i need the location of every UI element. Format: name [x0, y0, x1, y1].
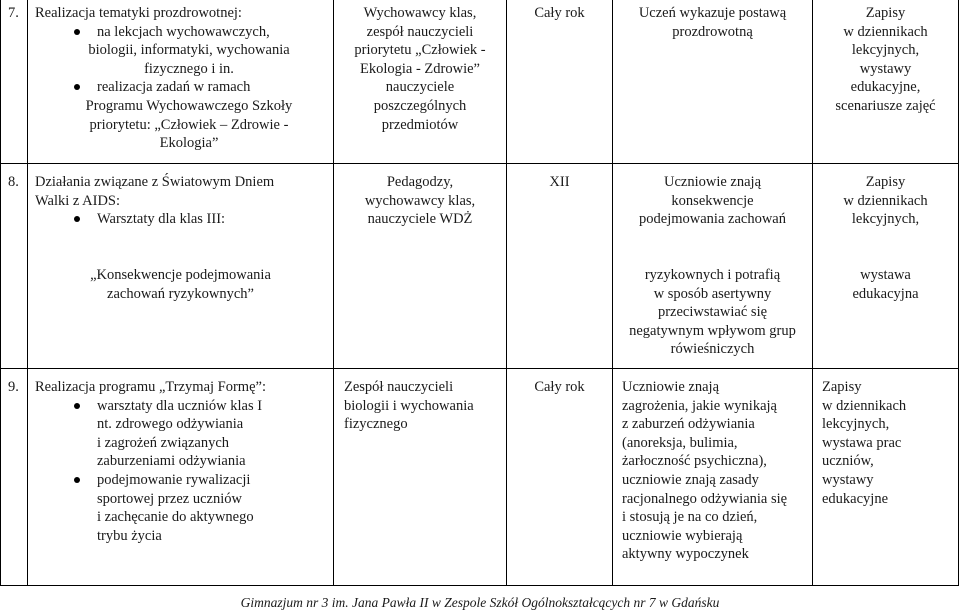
activity-title: Realizacja tematyki prozdrowotnej: — [35, 5, 242, 21]
activity-cell: Realizacja tematyki prozdrowotnej: na lekcjach wychowawczych, biologii, informatyki, wychowania fizycznego i in. realizacja zadań w ramach Programu Wychowawczego Szkoły priorytetu: „Człowiek – Zdrowie - Ekologia” — [35, 4, 315, 153]
row-number: 8. — [8, 174, 19, 190]
table-border-bottom — [0, 585, 959, 586]
evidence-continued: wystawa edukacyjna — [852, 267, 919, 302]
activity-cell: Realizacja programu „Trzymaj Formę”: warsztaty dla uczniów klas I nt. zdrowego odżywiania i zagrożeń związanych zaburzeniami odżywiania podejmowanie rywalizacji sportowej przez uczniów i zachęcanie do aktywnego trybu życia — [35, 379, 266, 544]
activity-item-line: warsztaty dla uczniów klas I — [97, 397, 266, 416]
outcome-cell: Uczeń wykazuje postawą prozdrowotną — [638, 5, 787, 40]
row-divider-8-9 — [0, 368, 959, 369]
row-number: 7. — [8, 5, 19, 21]
activity-item-line: podejmowanie rywalizacji — [97, 471, 266, 490]
responsible-cell: Wychowawcy klas, zespół nauczycieli priorytetu „Człowiek - Ekologia - Zdrowie” nauczyciele poszczególnych przedmiotów — [354, 5, 486, 133]
evidence-cell: Zapisy w dziennikach lekcyjnych, wystawy edukacyjne, scenariusze zajęć — [835, 5, 936, 114]
activity-cell: Działania związane z Światowym Dniem Walki z AIDS: Warsztaty dla klas III: — [35, 174, 275, 228]
activity-title: Realizacja programu „Trzymaj Formę”: — [35, 379, 266, 395]
row-number: 9. — [8, 379, 19, 395]
outcome-cell: Uczniowie znają zagrożenia, jakie wynikają z zaburzeń odżywiania (anoreksja, bulimia, żarłoczność psychiczna), uczniowie znają zasady racjonalnego odżywiania się i stosują je na co dzień, uczniowie wybierają aktywny wypoczynek — [622, 379, 788, 563]
term-cell: Cały rok — [534, 379, 585, 395]
outcome-cell: Uczniowie znają konsekwencje podejmowania zachowań — [639, 174, 786, 228]
activity-subtitle: „Konsekwencje podejmowania zachowań ryzykownych” — [90, 267, 271, 302]
term-cell: Cały rok — [534, 5, 585, 21]
activity-item-line: Warsztaty dla klas III: — [97, 210, 274, 229]
activity-item-line: realizacja zadań w ramach — [97, 78, 315, 97]
activity-item-line: na lekcjach wychowawczych, — [97, 23, 315, 42]
page-footer: Gimnazjum nr 3 im. Jana Pawła II w Zespole Szkół Ogólnokształcących nr 7 w Gdańsku — [240, 595, 720, 610]
activity-title: Działania związane z Światowym Dniem — [35, 174, 275, 190]
outcome-continued: ryzykownych i potrafią w sposób asertywny przeciwstawiać się negatywnym wpływom grup rówieśniczych — [629, 267, 796, 358]
evidence-cell: Zapisy w dziennikach lekcyjnych, wystawa prac uczniów, wystawy edukacyjne — [822, 379, 907, 507]
evidence-cell: Zapisy w dziennikach lekcyjnych, — [843, 174, 928, 228]
table-border-col3 — [506, 0, 507, 586]
term-cell: XII — [549, 174, 570, 190]
row-divider-7-8 — [0, 163, 959, 164]
table-border-left — [0, 0, 1, 586]
table-border-right — [958, 0, 959, 586]
responsible-cell: Pedagodzy, wychowawcy klas, nauczyciele WDŻ — [364, 174, 476, 228]
responsible-cell: Zespół nauczycieli biologii i wychowania fizycznego — [344, 379, 474, 433]
